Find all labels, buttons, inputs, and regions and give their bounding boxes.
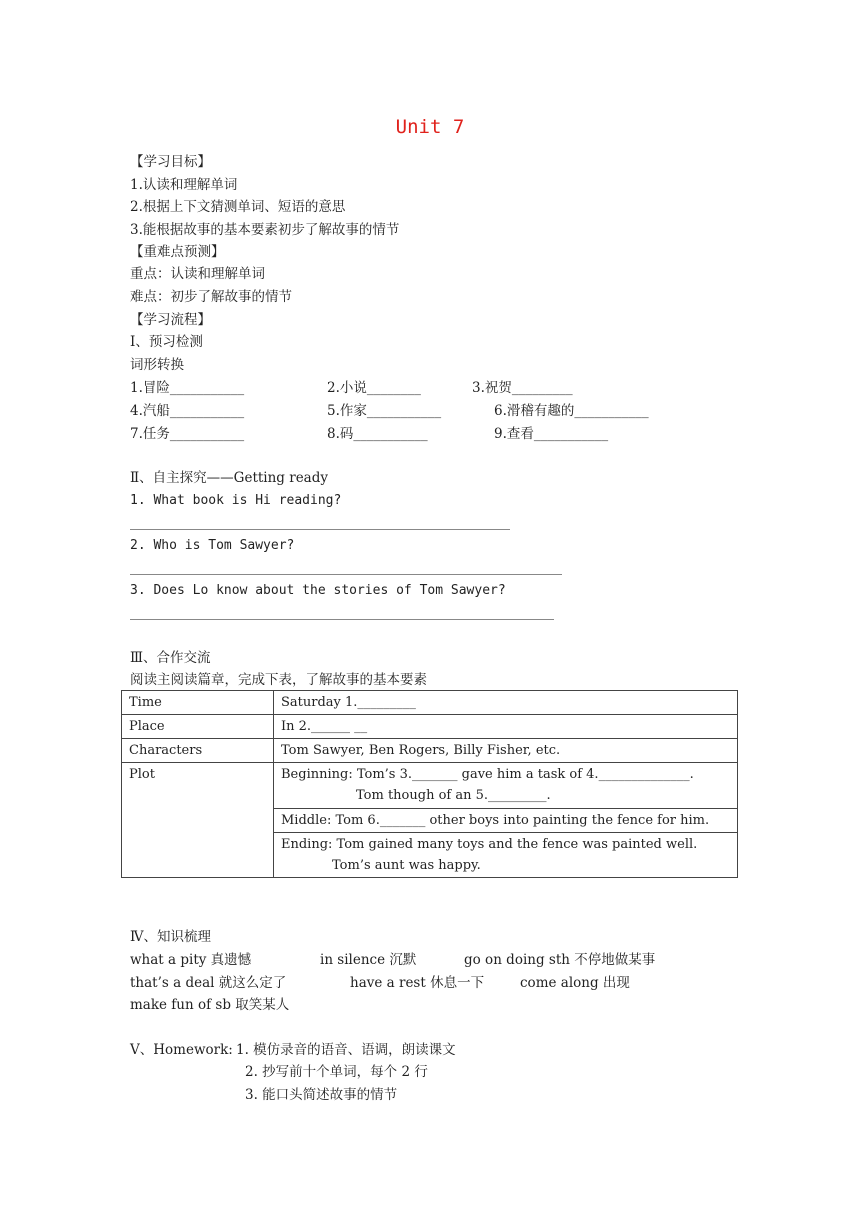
plot-ending (274, 833, 738, 878)
sec1-subtitle: 词形转换 (130, 357, 184, 373)
goal-item-1: 1.认读和理解单词 (130, 177, 238, 193)
page-title: Unit 7 (395, 116, 465, 138)
homework-item-1: 1. 模仿录音的语音、语调，朗读课文 (236, 1042, 456, 1058)
goals-heading: 【学习目标】 (130, 154, 211, 170)
phrase-5: have a rest 休息一下 (350, 975, 485, 991)
sec2-title: Ⅱ、自主探究——Getting ready (130, 470, 329, 486)
goal-item-3: 3.能根据故事的基本要素初步了解故事的情节 (130, 222, 400, 238)
plot-beginning-line-1: Beginning: Tom’s 3._______ gave him a task of 4.______________. (281, 767, 694, 782)
sec2-question-3: 3. Does Lo know about the stories of Tom Sawyer? (130, 583, 506, 598)
plot-label: Plot (122, 763, 274, 878)
answer-line-3 (130, 619, 554, 620)
vocab-item-5: 5.作家___________ (327, 403, 442, 419)
keypoint-difficult: 难点：初步了解故事的情节 (130, 289, 292, 305)
phrase-2: in silence 沉默 (320, 952, 417, 968)
plot-middle: Middle: Tom 6._______ other boys into painting the fence for him. (274, 809, 738, 833)
plot-ending-line-1: Ending: Tom gained many toys and the fence was painted well. (281, 837, 698, 852)
table-row (122, 715, 738, 739)
sec2-question-1: 1. What book is Hi reading? (130, 493, 342, 508)
table-row (122, 763, 738, 809)
vocab-item-3: 3.祝贺_________ (472, 380, 573, 396)
phrase-6: come along 出现 (520, 975, 630, 991)
table-row (122, 691, 738, 715)
phrase-1: what a pity 真遗憾 (130, 952, 252, 968)
sec4-title: Ⅳ、知识梳理 (130, 929, 211, 945)
characters-label: Characters (122, 739, 274, 763)
table-row (122, 739, 738, 763)
process-heading: 【学习流程】 (130, 312, 211, 328)
phrase-3: go on doing sth 不停地做某事 (464, 952, 656, 968)
time-label: Time (122, 691, 274, 715)
phrase-4: that’s a deal 就这么定了 (130, 975, 287, 991)
vocab-item-1: 1.冒险___________ (130, 380, 245, 396)
plot-beginning-line-2: Tom though of an 5._________. (356, 788, 551, 803)
sec1-title: Ⅰ、预习检测 (130, 334, 203, 350)
answer-line-1 (130, 529, 510, 530)
vocab-item-7: 7.任务___________ (130, 426, 245, 442)
vocab-item-2: 2.小说________ (327, 380, 421, 396)
goal-item-2: 2.根据上下文猜测单词、短语的意思 (130, 199, 346, 215)
phrase-7: make fun of sb 取笑某人 (130, 997, 290, 1013)
vocab-item-6: 6.滑稽有趣的___________ (494, 403, 649, 419)
answer-line-2 (130, 574, 562, 575)
place-value: In 2.______ __ (274, 715, 738, 739)
keypoints-heading: 【重难点预测】 (130, 244, 225, 260)
plot-ending-line-2: Tom’s aunt was happy. (332, 858, 481, 873)
sec5-title: Ⅴ、Homework: (130, 1042, 233, 1058)
vocab-item-8: 8.码___________ (327, 426, 428, 442)
vocab-item-9: 9.查看___________ (494, 426, 609, 442)
place-label: Place (122, 715, 274, 739)
plot-beginning (274, 763, 738, 809)
sec3-intro: 阅读主阅读篇章，完成下表，了解故事的基本要素 (130, 672, 427, 688)
vocab-item-4: 4.汽船___________ (130, 403, 245, 419)
characters-value: Tom Sawyer, Ben Rogers, Billy Fisher, etc. (274, 739, 738, 763)
homework-item-2: 2. 抄写前十个单词，每个 2 行 (245, 1064, 428, 1080)
time-value: Saturday 1._________ (274, 691, 738, 715)
sec2-question-2: 2. Who is Tom Sawyer? (130, 538, 295, 553)
homework-item-3: 3. 能口头简述故事的情节 (245, 1087, 398, 1103)
story-elements-table (121, 690, 738, 878)
sec3-title: Ⅲ、合作交流 (130, 650, 211, 666)
keypoint-key: 重点：认读和理解单词 (130, 266, 265, 282)
